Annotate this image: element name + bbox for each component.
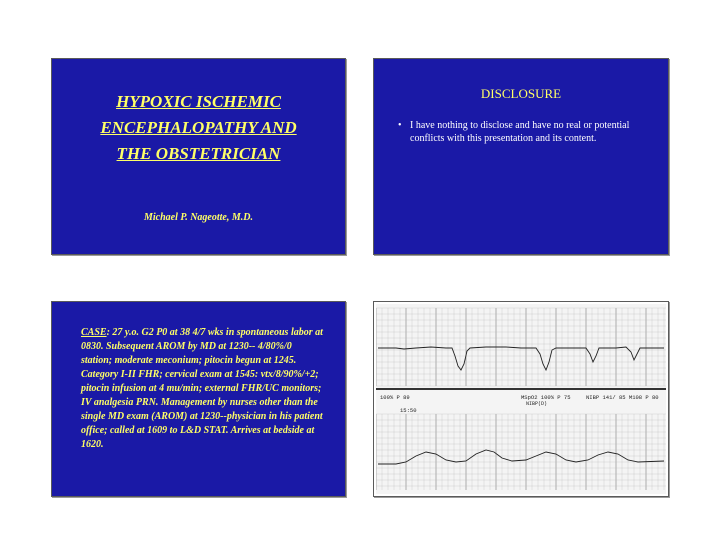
fhr-tracing-strip	[376, 304, 666, 494]
slide-title	[51, 58, 346, 255]
slide-case	[51, 301, 346, 497]
case-description	[81, 326, 323, 452]
scale-band	[376, 388, 666, 390]
disclosure-heading: DISCLOSURE	[480, 86, 562, 101]
case-text: : 27 y.o. G2 P0 at 38 4/7 wks in spontaneous labor at 0830. Subsequent AROM by MD at 1230-- 4/80%/0 station; moderate meconium; pitocin begun at 1245. Category I-II FHR; cervical exam at 1545: vtx/8/90%/+2; pitocin infusion at 4 mu/min; external FHR/UC monitors; IV analgesia PRN. Management by nurses other than the single MD exam (AROM) at 1230--physician in his patient office; called at 1609 to L&D STAT. Arrives at bedside at 1620.	[81, 327, 323, 450]
title-line-2: ENCEPHALOPATHY AND	[100, 118, 297, 137]
strip-time: 15:50	[400, 407, 417, 414]
author-name: Michael P. Nageotte, M.D.	[144, 212, 253, 223]
title-line-1: HYPOXIC ISCHEMIC	[116, 92, 281, 111]
strip-label-right: NIBP 141/ 85 M108 P 80	[586, 394, 659, 401]
disclosure-list	[398, 119, 638, 145]
strip-label-mid: MSpO2 100% P 75	[521, 394, 571, 401]
case-label: CASE	[81, 327, 107, 338]
strip-label-sub: NIBP(D)	[526, 401, 548, 407]
strip-label-left: 100% P 89	[380, 394, 410, 401]
slide-fhr-tracing	[373, 301, 669, 497]
disclosure-bullet: • I have nothing to disclose and have no real or potential conflicts with this presentation and its content.	[398, 119, 638, 145]
slide-title-heading	[62, 89, 335, 167]
title-line-3: THE OBSTETRICIAN	[116, 144, 281, 163]
slide-disclosure	[373, 58, 669, 255]
